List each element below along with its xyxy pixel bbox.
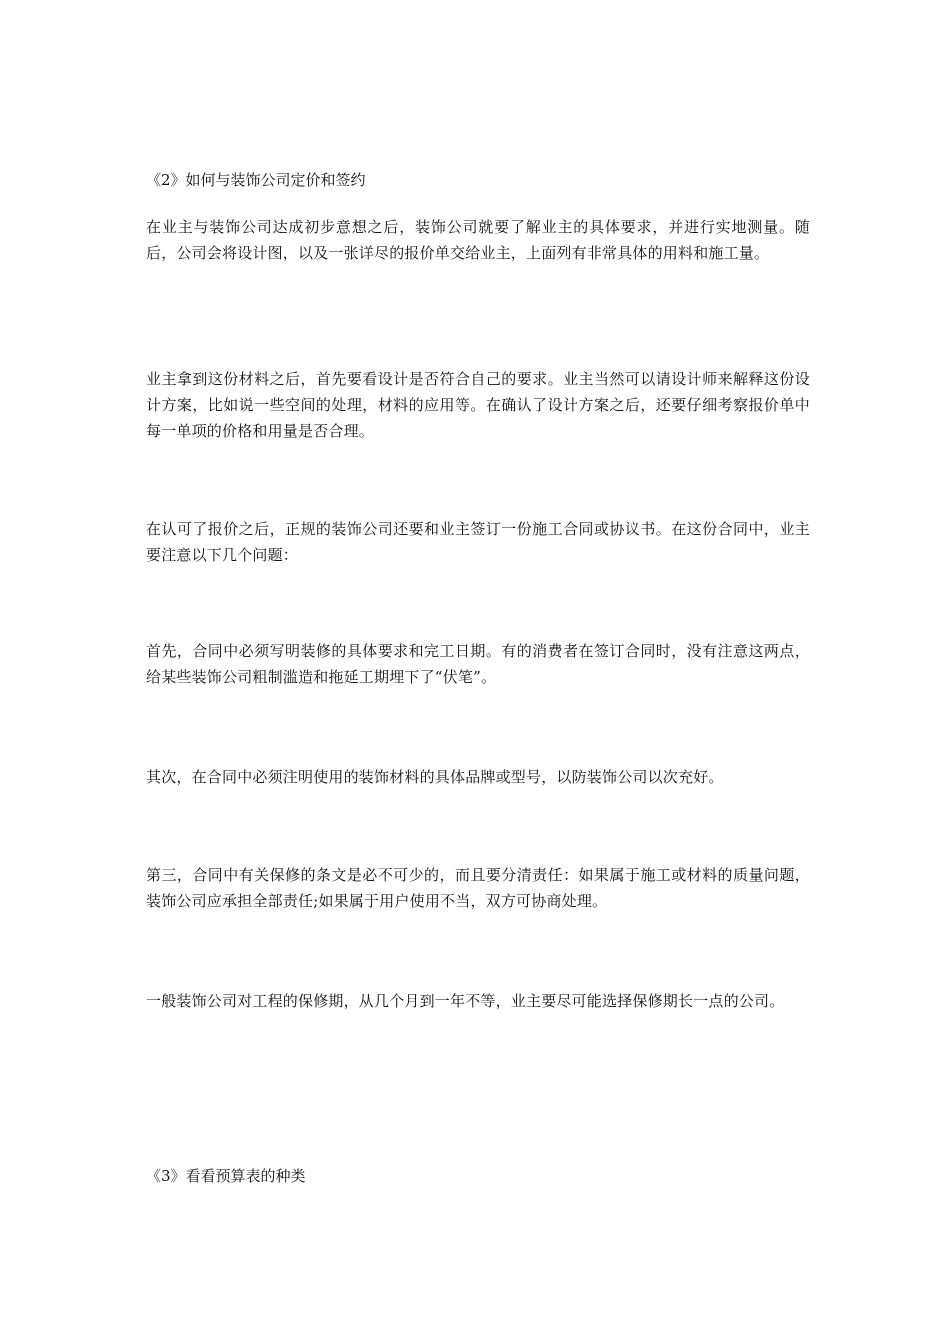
paragraph-3: 在认可了报价之后，正规的装饰公司还要和业主签订一份施工合同或协议书。在这份合同中，业主要注意以下几个问题： [146, 520, 810, 564]
paragraph-5: 其次，在合同中必须注明使用的装饰材料的具体品牌或型号，以防装饰公司以次充好。 [146, 768, 724, 786]
section-heading-3: 《3》看看预算表的种类 [146, 1167, 306, 1185]
paragraph-7: 一般装饰公司对工程的保修期，从几个月到一年不等，业主要尽可能选择保修期长一点的公司。 [146, 992, 785, 1010]
paragraph-4: 首先，合同中必须写明装修的具体要求和完工日期。有的消费者在签订合同时，没有注意这两点，给某些装饰公司粗制滥造和拖延工期埋下了“伏笔”。 [146, 642, 810, 686]
paragraph-2: 业主拿到这份材料之后，首先要看设计是否符合自己的要求。业主当然可以请设计师来解释这份设计方案，比如说一些空间的处理，材料的应用等。在确认了设计方案之后，还要仔细考察报价单中每一单项的价格和用量是否合理。 [146, 370, 810, 440]
paragraph-6: 第三，合同中有关保修的条文是必不可少的，而且要分清责任：如果属于施工或材料的质量问题，装饰公司应承担全部责任;如果属于用户使用不当，双方可协商处理。 [146, 866, 810, 910]
paragraph-1: 在业主与装饰公司达成初步意想之后，装饰公司就要了解业主的具体要求，并进行实地测量。随后，公司会将设计图，以及一张详尽的报价单交给业主，上面列有非常具体的用料和施工量。 [146, 218, 810, 262]
section-heading-2: 《2》如何与装饰公司定价和签约 [146, 171, 366, 189]
